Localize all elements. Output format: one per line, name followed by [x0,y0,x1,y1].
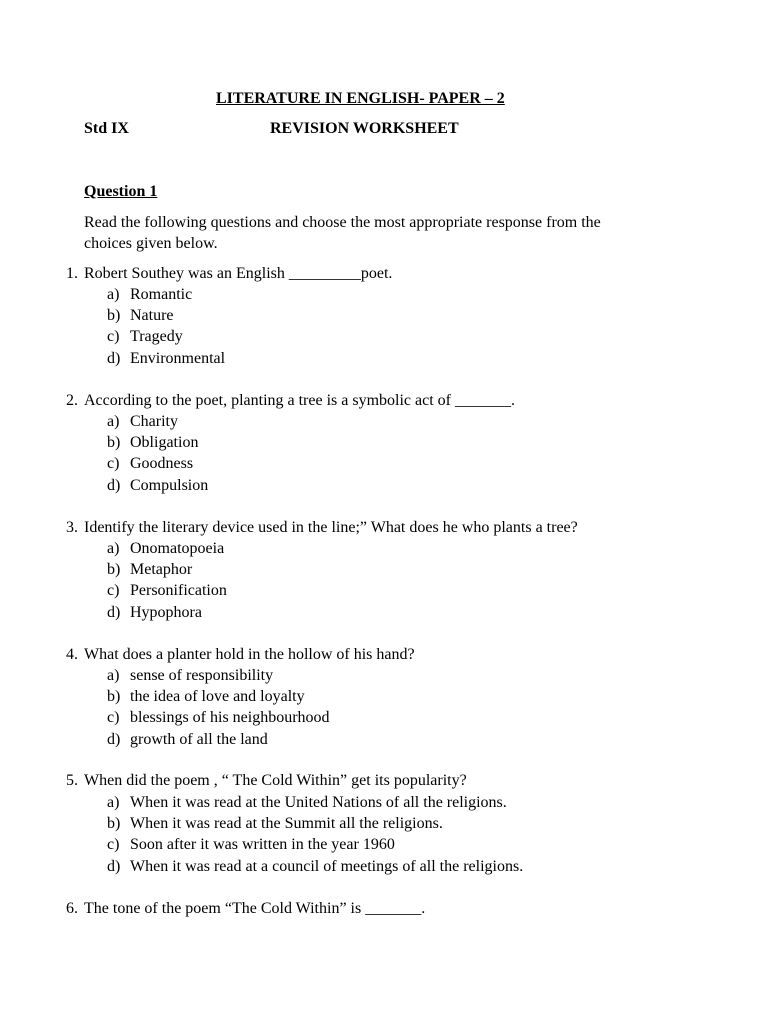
option [107,349,225,370]
question-text: What does a planter hold in the hollow of his hand? [84,646,415,663]
option-letter: d) [107,603,121,621]
option-text: Obligation [130,434,199,452]
option-text: Compulsion [130,476,209,494]
question-3 [66,518,578,537]
option-letter: d) [107,857,121,875]
question-2 [66,391,515,410]
option-text: growth of all the land [130,730,268,748]
option [107,476,208,497]
instructions [84,212,601,254]
question-text: According to the poet, planting a tree is a symbolic act of _______. [84,392,515,409]
option-text: the idea of love and loyalty [130,688,305,706]
option-letter: b) [107,307,121,325]
option [107,666,330,687]
option-letter: c) [107,709,120,727]
option-letter: c) [107,836,120,854]
option [107,454,208,475]
option [107,539,227,560]
question-3-options [107,539,227,624]
question-number: 2. [66,392,78,409]
question-6 [66,899,425,918]
option-letter: c) [107,455,120,473]
option [107,835,523,856]
option-letter: d) [107,476,121,494]
option-letter: d) [107,349,121,367]
option-letter: c) [107,328,120,346]
option [107,730,330,751]
option-letter: b) [107,815,121,833]
option [107,560,227,581]
option-letter: b) [107,434,121,452]
question-text: The tone of the poem “The Cold Within” is _______. [84,900,426,917]
option-text: Soon after it was written in the year 1960 [130,836,395,854]
option [107,687,330,708]
question-text: Identify the literary device used in the line;” What does he who plants a tree? [84,519,578,536]
option-text: Goodness [130,455,194,473]
option-text: When it was read at the United Nations of all the religions. [130,794,507,811]
option-text: When it was read at a council of meetings of all the religions. [130,857,524,875]
option [107,433,208,454]
option-text: Romantic [130,286,193,303]
question-text: Robert Southey was an English _________poet. [84,265,393,282]
class-label: Std IX [84,120,129,137]
option-text: Environmental [130,349,226,367]
option [107,793,523,814]
option [107,814,523,835]
option-letter: a) [107,794,120,811]
option-text: Hypophora [130,603,202,621]
option [107,857,523,878]
option-letter: a) [107,413,120,430]
question-number: 6. [66,900,78,917]
option [107,603,227,624]
document-title: LITERATURE IN ENGLISH- PAPER – 2 [216,90,505,107]
option-letter: b) [107,561,121,579]
option [107,581,227,602]
worksheet-label: REVISION WORKSHEET [270,120,459,137]
option-text: Personification [130,582,227,600]
option-letter: a) [107,667,120,684]
option-text: When it was read at the Summit all the religions. [130,815,443,833]
question-1 [66,264,392,283]
option-letter: a) [107,286,120,303]
question-2-options [107,412,208,497]
option [107,327,225,348]
option-text: blessings of his neighbourhood [130,709,330,727]
option [107,285,225,306]
option [107,306,225,327]
option-letter: c) [107,582,120,600]
instructions-line-1: Read the following questions and choose the most appropriate response from the [84,214,601,231]
question-text: When did the poem , “ The Cold Within” get its popularity? [84,772,467,789]
option-letter: a) [107,540,120,557]
option-text: Onomatopoeia [130,540,225,557]
question-5-options [107,793,523,878]
question-number: 4. [66,646,78,663]
instructions-line-2: choices given below. [84,235,218,252]
option [107,412,208,433]
question-1-options [107,285,225,370]
question-number: 5. [66,772,78,789]
option [107,708,330,729]
option-text: Tragedy [130,328,183,346]
section-heading: Question 1 [84,183,158,200]
option-letter: b) [107,688,121,706]
option-letter: d) [107,730,121,748]
question-number: 1. [66,265,78,282]
option-text: Metaphor [130,561,193,579]
option-text: Nature [130,307,174,325]
question-4 [66,645,415,664]
question-number: 3. [66,519,78,536]
option-text: sense of responsibility [130,667,274,684]
question-5 [66,771,467,790]
question-4-options [107,666,330,751]
option-text: Charity [130,413,178,430]
